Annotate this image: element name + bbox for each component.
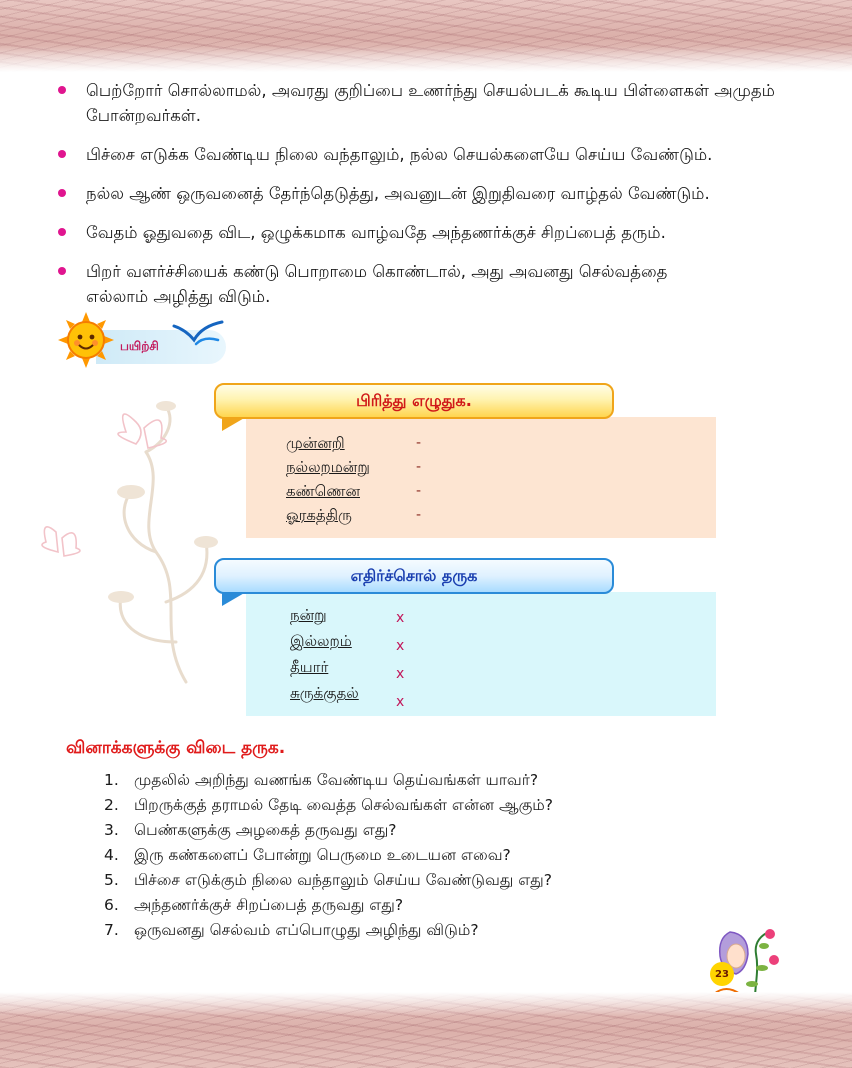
floral-decoration (36, 392, 246, 692)
sun-icon (58, 312, 114, 368)
answer-x: x (396, 694, 405, 710)
bullet-dot-icon (58, 267, 66, 275)
antonym-answer-marks (396, 604, 404, 716)
antonym-word: தீயார் (290, 658, 329, 676)
question-item: 3. பெண்களுக்கு அழகைத் தருவது எது? (104, 821, 397, 839)
bullet-dot-icon (58, 228, 66, 236)
bullet-item: பெற்றோர் சொல்லாமல், அவரது குறிப்பை உணர்ந்து செயல்படக் கூடிய பிள்ளைகள் அமுதம் போன்றவர்கள். (58, 78, 788, 128)
split-answer-marks (416, 431, 421, 527)
practice-label: பயிற்சி (120, 339, 159, 353)
summary-bullet-list (58, 78, 788, 323)
split-word: ஓரகத்திரு (286, 506, 352, 524)
antonyms-list (290, 602, 359, 706)
questions-list (104, 768, 553, 943)
bird-icon (172, 318, 224, 352)
bullet-item: நல்ல ஆண் ஒருவனைத் தேர்ந்தெடுத்து, அவனுடன் இறுதிவரை வாழ்தல் வேண்டும். (58, 181, 788, 206)
antonym-word: இல்லறம் (290, 632, 352, 650)
question-item: 5. பிச்சை எடுக்கும் நிலை வந்தாலும் செய்ய வேண்டுவது எது? (104, 871, 552, 889)
answer-x: x (396, 666, 405, 682)
split-words-heading: பிரித்து எழுதுக. (214, 383, 614, 419)
bullet-item: வேதம் ஓதுவதை விட, ஒழுக்கமாக வாழ்வதே அந்தணர்க்குச் சிறப்பைத் தரும். (58, 220, 788, 245)
heading-tail-icon (222, 417, 246, 431)
antonym-word: நன்று (290, 606, 327, 624)
split-word: நல்லறமன்று (286, 458, 370, 476)
answer-dash: - (416, 507, 422, 523)
questions-title: வினாக்களுக்கு விடை தருக. (66, 738, 286, 758)
bullet-item: பிச்சை எடுக்க வேண்டிய நிலை வந்தாலும், நல்ல செயல்களையே செய்ய வேண்டும். (58, 142, 788, 167)
question-item: 1. முதலில் அறிந்து வணங்க வேண்டிய தெய்வங்கள் யாவர்? (104, 771, 539, 789)
question-item: 4. இரு கண்களைப் போன்று பெருமை உடையன எவை? (104, 846, 511, 864)
page-number-badge: 23 (710, 962, 734, 986)
question-item: 2. பிறருக்குத் தராமல் தேடி வைத்த செல்வங்கள் என்ன ஆகும்? (104, 796, 553, 814)
antonym-word: சுருக்குதல் (290, 684, 359, 702)
answer-x: x (396, 638, 405, 654)
question-item: 6. அந்தணர்க்குச் சிறப்பைத் தருவது எது? (104, 896, 404, 914)
split-word: கண்ணென (286, 482, 360, 500)
bullet-dot-icon (58, 150, 66, 158)
bullet-item: பிறர் வளர்ச்சியைக் கண்டு பொறாமை கொண்டால், அது அவனது செல்வத்தை எல்லாம் அழித்து விடும். (58, 259, 788, 309)
bullet-dot-icon (58, 189, 66, 197)
antonyms-heading: எதிர்ச்சொல் தருக (214, 558, 614, 594)
answer-dash: - (416, 483, 422, 499)
answer-x: x (396, 610, 405, 626)
answer-dash: - (416, 459, 422, 475)
bullet-dot-icon (58, 86, 66, 94)
decorative-footer-band (0, 992, 852, 1068)
split-words-list (286, 431, 370, 527)
heading-tail-icon (222, 592, 246, 606)
answer-dash: - (416, 435, 422, 451)
question-item: 7. ஒருவனது செல்வம் எப்பொழுது அழிந்து விடும்? (104, 921, 479, 939)
split-word: முன்னறி (286, 434, 345, 452)
decorative-header-band (0, 0, 852, 72)
